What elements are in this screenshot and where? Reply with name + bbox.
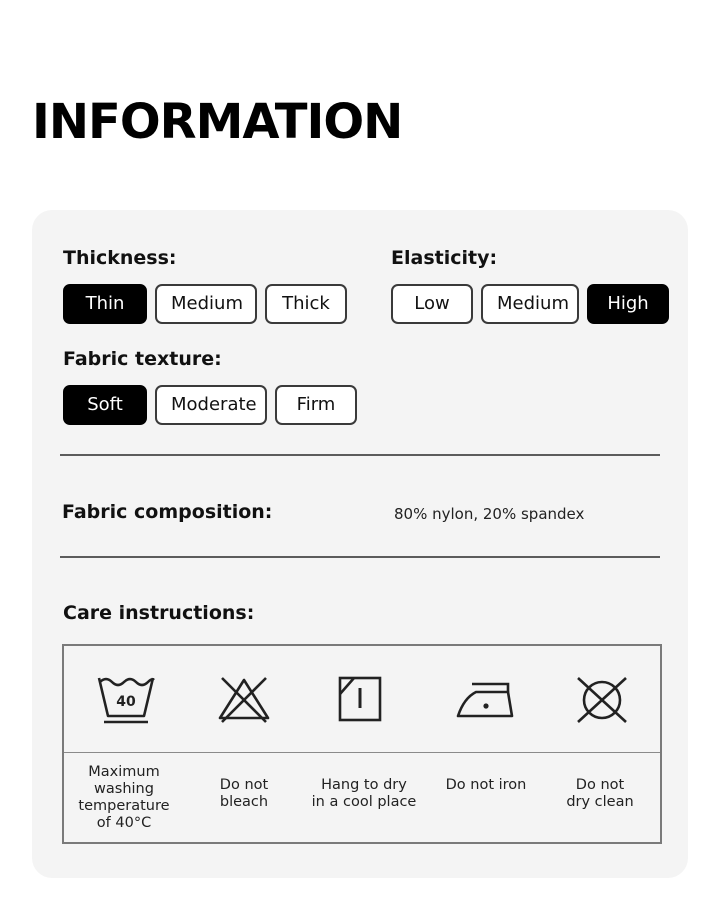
divider — [60, 454, 660, 456]
divider — [60, 556, 660, 558]
texture-options — [63, 385, 357, 425]
thickness-option-thick[interactable]: Thick — [265, 284, 347, 324]
elasticity-option-low[interactable]: Low — [391, 284, 473, 324]
elasticity-option-medium[interactable]: Medium — [481, 284, 579, 324]
no-bleach-icon — [214, 670, 274, 730]
care-text-hang-dry: Hang to dry in a cool place — [311, 777, 417, 810]
fabric-composition-label: Fabric composition: — [62, 501, 273, 523]
info-card — [32, 210, 688, 878]
fabric-texture-label: Fabric texture: — [63, 348, 222, 370]
page-title: INFORMATION — [32, 94, 403, 150]
care-text-dry-clean: Do not dry clean — [566, 777, 634, 810]
elasticity-option-high[interactable]: High — [587, 284, 669, 324]
care-table — [62, 644, 662, 844]
thickness-option-medium[interactable]: Medium — [155, 284, 257, 324]
thickness-option-thin[interactable]: Thin — [63, 284, 147, 324]
thickness-options — [63, 284, 347, 324]
texture-option-moderate[interactable]: Moderate — [155, 385, 267, 425]
thickness-label: Thickness: — [63, 247, 177, 269]
texture-option-soft[interactable]: Soft — [63, 385, 147, 425]
care-text-bleach: Do not bleach — [219, 777, 269, 810]
fabric-composition-value: 80% nylon, 20% spandex — [394, 505, 585, 523]
wash-temperature-text: 40 — [116, 694, 136, 710]
elasticity-options — [391, 284, 669, 324]
texture-option-firm[interactable]: Firm — [275, 385, 357, 425]
no-dry-clean-icon — [572, 670, 632, 730]
wash-40-icon — [96, 670, 156, 730]
care-text-wash: Maximum washing temperature of 40°C — [78, 764, 170, 831]
care-instructions-label: Care instructions: — [63, 602, 255, 624]
elasticity-label: Elasticity: — [391, 247, 498, 269]
care-icons-row — [64, 646, 660, 753]
hang-dry-shade-icon — [330, 670, 390, 730]
no-iron-icon — [454, 670, 514, 730]
care-text-iron: Do not iron — [445, 777, 527, 793]
